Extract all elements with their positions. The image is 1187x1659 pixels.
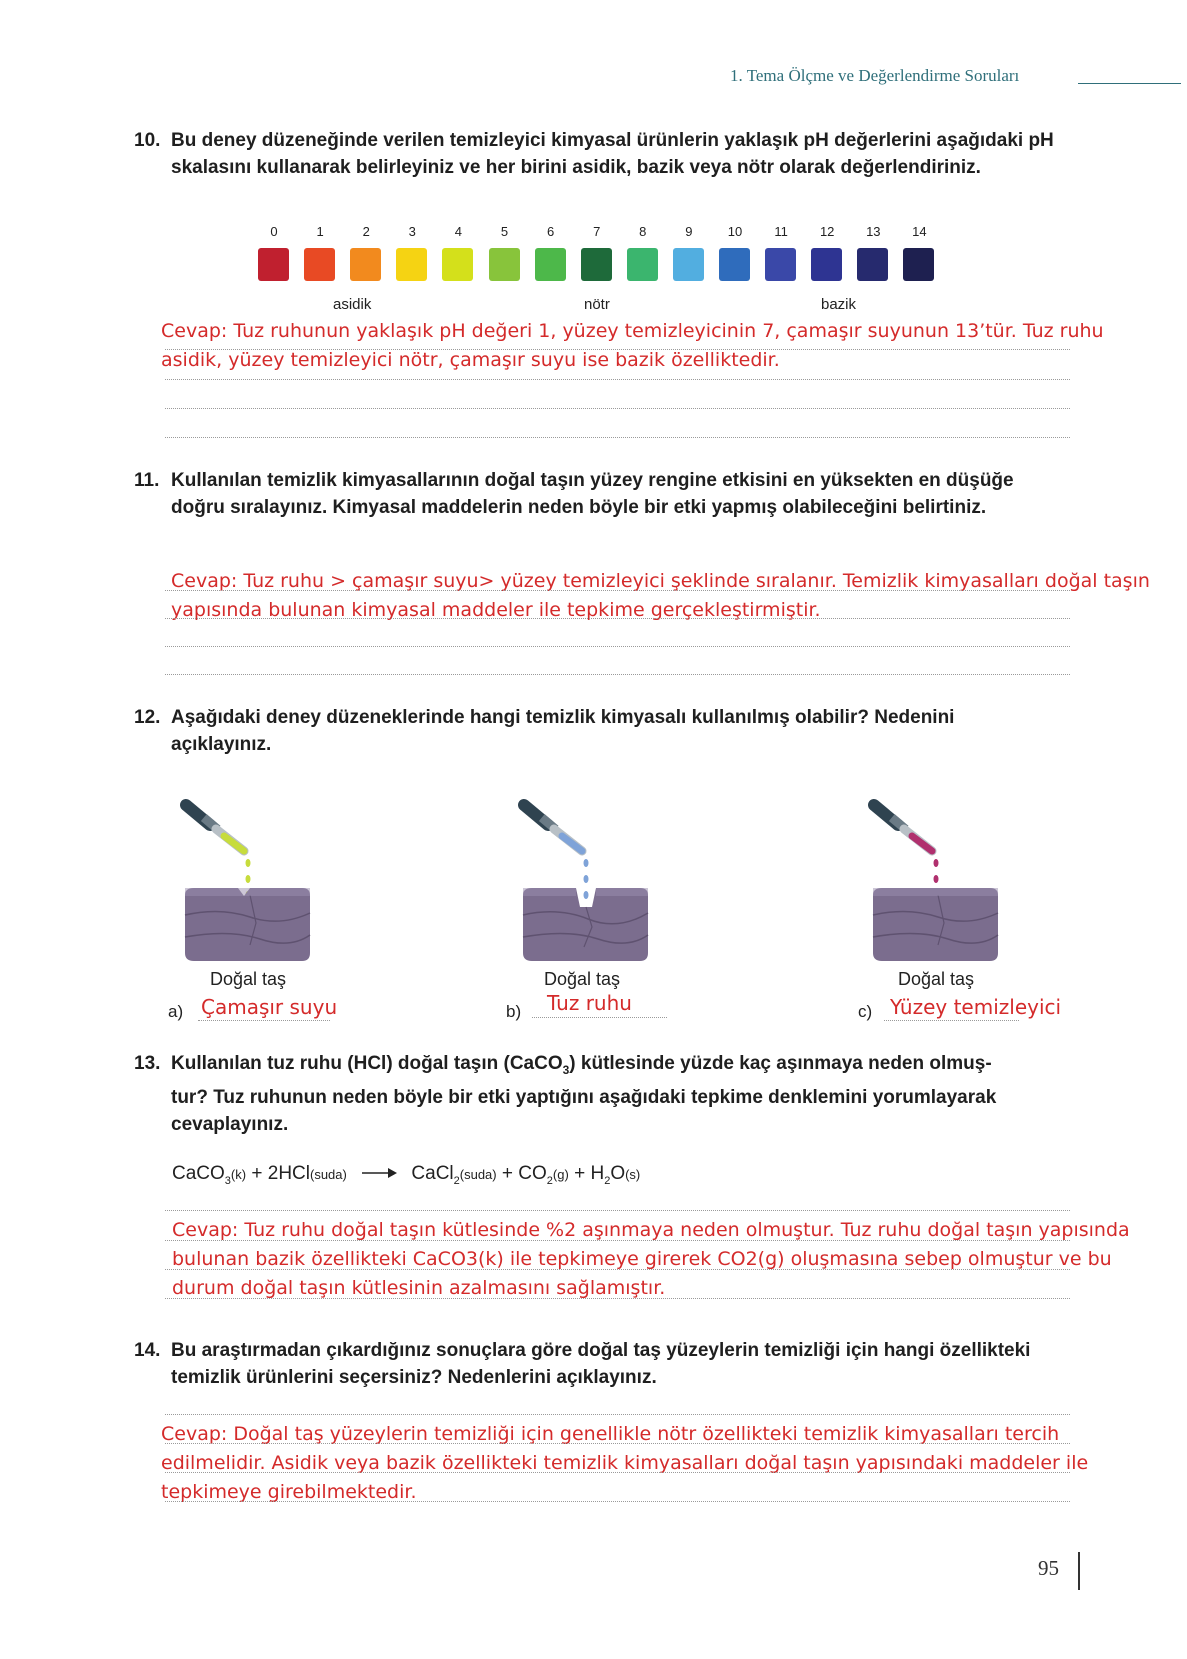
- ph-color-box: [627, 248, 658, 281]
- dropper-icon: [874, 805, 932, 851]
- ph-number: 12: [819, 224, 835, 239]
- dropper-icon: [186, 805, 244, 851]
- ph-color-box: [903, 248, 934, 281]
- ph-number: 1: [316, 224, 324, 239]
- question-number: 10.: [134, 130, 161, 151]
- answer-line: [165, 379, 1070, 380]
- question-text: Kullanılan tuz ruhu (HCl) doğal taşın (CaCO$_3$) kütlesinde yüzde kaç aşınmaya neden olmuş- tur? Tuz ruhunun neden böyle bir etki yaptığını aşağıdaki tepkime denklemini yorumlayarak cevaplayınız.: [171, 1053, 997, 1135]
- answer-14-line2: edilmelidir. Asidik veya bazik özellikteki temizlik kimyasalları doğal taşın yapısındaki maddeler ile: [161, 1452, 1089, 1474]
- ph-number: 0: [270, 224, 278, 239]
- answer-13-line3: durum doğal taşın kütlesinin azalmasını sağlamıştır.: [172, 1277, 666, 1299]
- answer-14-line1: Cevap: Doğal taş yüzeylerin temizliği için genellikle nötr özellikteki temizlik kimyasalları tercih: [161, 1423, 1060, 1445]
- question-13: [134, 1050, 1084, 1135]
- ph-number: 7: [593, 224, 601, 239]
- answer-line: [165, 1414, 1070, 1415]
- header-rule: [1078, 83, 1181, 84]
- answer-line: [165, 1472, 1070, 1473]
- ph-number: 6: [546, 224, 555, 239]
- answer-line: [165, 1210, 1070, 1211]
- question-number: 11.: [134, 470, 160, 491]
- answer-11-line1: Cevap: Tuz ruhu > çamaşır suyu> yüzey temizleyici şeklinde sıralanır. Temizlik kimyasalları doğal taşın: [171, 570, 1150, 592]
- ph-color-box: [719, 248, 750, 281]
- ph-number: 9: [685, 224, 693, 239]
- option-letter-c: c): [858, 1002, 873, 1021]
- question-number: 13.: [134, 1053, 161, 1074]
- ph-number: 13: [866, 224, 881, 239]
- stone-icon: [873, 888, 998, 961]
- setup-a: [180, 795, 320, 970]
- stone-label-a: Doğal taş: [210, 969, 287, 989]
- ph-color-box: [489, 248, 520, 281]
- ph-color-box: [535, 248, 566, 281]
- answer-line: [165, 437, 1070, 438]
- answer-13-line2: bulunan bazik özellikteki CaCO3(k) ile tepkimeye girerek CO2(g) oluşmasına sebep olmuştur ve bu: [172, 1248, 1112, 1270]
- stone-icon: [185, 888, 310, 961]
- ph-color-box: [857, 248, 888, 281]
- question-14: [134, 1337, 1084, 1397]
- answer-line: [165, 1501, 1070, 1502]
- dropper-stone-illustration: [180, 795, 320, 965]
- dropper-icon: [524, 805, 582, 851]
- answer-line: [198, 1020, 330, 1021]
- ph-number: 14: [912, 224, 927, 239]
- answer-line: [165, 1240, 1070, 1241]
- question-12: [134, 704, 1084, 764]
- setup-b: [518, 795, 658, 970]
- ph-label-basic: bazik: [821, 296, 857, 313]
- question-text: Kullanılan temizlik kimyasallarının doğal taşın yüzey rengine etkisini en yüksekten en düşüğe doğru sıralayınız. Kimyasal maddelerin neden böyle bir etki yapmış olabileceğini belirtiniz.: [171, 470, 1014, 518]
- answer-line: [884, 1020, 1019, 1021]
- answer-line: [165, 618, 1070, 619]
- answer-line: [165, 590, 1070, 591]
- ph-number: 3: [408, 224, 416, 239]
- question-text: Aşağıdaki deney düzeneklerinde hangi temizlik kimyasalı kullanılmış olabilir? Nedenini açıklayınız.: [171, 707, 955, 755]
- question-number: 14.: [134, 1340, 161, 1361]
- stone-label-b: Doğal taş: [544, 969, 621, 989]
- ph-number: 11: [774, 224, 788, 239]
- answer-line: [165, 1443, 1070, 1444]
- ph-label-neutral: nötr: [584, 296, 610, 313]
- ph-label-acidic: asidik: [333, 296, 372, 313]
- ph-number: 2: [362, 224, 370, 239]
- answer-10-line1: Cevap: Tuz ruhunun yaklaşık pH değeri 1, yüzey temizleyicinin 7, çamaşır suyunun 13’tür. Tuz ruhu: [161, 320, 1104, 342]
- answer-line: [165, 646, 1070, 647]
- reaction-equation: CaCO$_3$(k) + 2HCl(suda) CaCl$_2$(suda) + $CO_2(g) + H_2O(s)$: [172, 1163, 641, 1187]
- answer-line: [165, 1269, 1070, 1270]
- dropper-stone-illustration: [518, 795, 658, 965]
- option-answer-a: Çamaşır suyu: [201, 995, 338, 1019]
- answer-line: [165, 674, 1070, 675]
- ph-color-box: [350, 248, 381, 281]
- ph-number: 4: [454, 224, 462, 239]
- option-answer-c: Yüzey temizleyici: [890, 995, 1062, 1019]
- ph-color-box: [396, 248, 427, 281]
- question-text: Bu deney düzeneğinde verilen temizleyici kimyasal ürünlerin yaklaşık pH değerlerini aşağıdaki pH skalasını kullanarak belirleyiniz ve her birini asidik, bazik veya nötr olarak değerlendiriniz.: [171, 130, 1054, 178]
- stone-icon: [523, 888, 648, 961]
- answer-11-line2: yapısında bulunan kimyasal maddeler ile tepkime gerçekleştirmiştir.: [171, 599, 821, 621]
- question-number: 12.: [134, 707, 161, 728]
- ph-color-box: [673, 248, 704, 281]
- question-10: [134, 127, 1084, 212]
- arrow-right-icon: [362, 1167, 398, 1179]
- section-title: 1. Tema Ölçme ve Değerlendirme Soruları: [730, 66, 1020, 85]
- ph-color-box: [765, 248, 796, 281]
- ph-color-box: [581, 248, 612, 281]
- answer-13-line1: Cevap: Tuz ruhu doğal taşın kütlesinde %2 aşınmaya neden olmuştur. Tuz ruhu doğal taşın yapısında: [172, 1219, 1130, 1241]
- ph-color-box: [304, 248, 335, 281]
- answer-14-line3: tepkimeye girebilmektedir.: [161, 1481, 417, 1503]
- ph-color-box: [258, 248, 289, 281]
- question-11: [134, 467, 1084, 552]
- ph-number: 5: [500, 224, 509, 239]
- question-text: Bu araştırmadan çıkardığınız sonuçlara göre doğal taş yüzeylerin temizliği için hangi özellikteki temizlik ürünlerini seçersiniz? Nedenlerini açıklayınız.: [171, 1340, 1031, 1388]
- option-answer-b: Tuz ruhu: [547, 991, 632, 1015]
- page-number: 95: [1038, 1556, 1059, 1580]
- dropper-stone-illustration: [868, 795, 1008, 965]
- answer-10-line2: asidik, yüzey temizleyici nötr, çamaşır suyu ise bazik özelliktedir.: [161, 349, 780, 371]
- drops: [584, 859, 589, 899]
- answer-line: [532, 1017, 667, 1018]
- stone-label-c: Doğal taş: [898, 969, 975, 989]
- ph-color-box: [442, 248, 473, 281]
- ph-number: 8: [639, 224, 647, 239]
- answer-line: [165, 408, 1070, 409]
- option-letter-b: b): [506, 1002, 522, 1021]
- option-letter-a: a): [168, 1002, 184, 1021]
- answer-line: [165, 1298, 1070, 1299]
- ph-color-box: [811, 248, 842, 281]
- page-number-rule: [1078, 1552, 1080, 1590]
- ph-number: 10: [727, 224, 743, 239]
- setup-c: [868, 795, 1008, 970]
